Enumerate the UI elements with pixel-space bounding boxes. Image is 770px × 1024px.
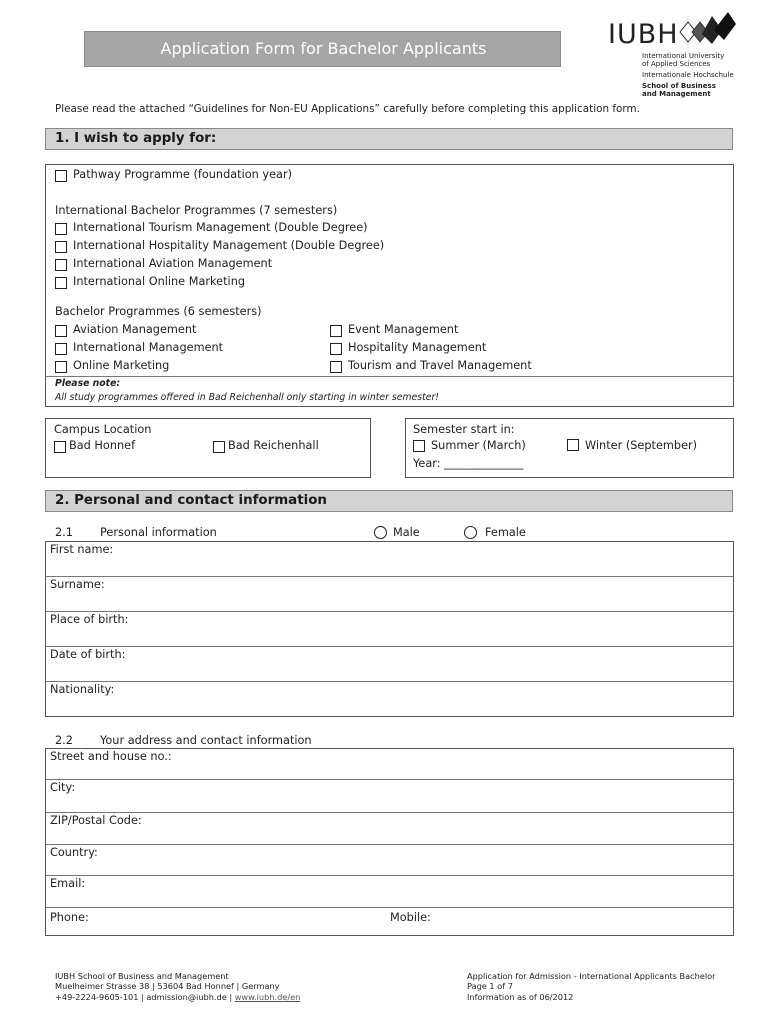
row-divider [46,576,733,577]
bachelor-programme-label: Event Management [348,323,459,336]
logo-line-2: of Applied Sciences [642,60,711,68]
date-of-birth-field[interactable]: Date of birth: [50,648,126,661]
email-field[interactable]: Email: [50,877,86,890]
footer-doc-title: Application for Admission - International Applicants Bachelor [467,971,716,981]
intro-text: Please read the attached “Guidelines for Non-EU Applications” carefully before completing this application form. [55,103,640,115]
winter-label: Winter (September) [585,439,698,452]
address-heading: Your address and contact information [100,734,312,747]
first-name-field[interactable]: First name: [50,543,114,556]
winter-checkbox[interactable] [567,439,579,451]
summer-checkbox[interactable] [413,440,425,452]
subsection-number: 2.2 [55,734,73,747]
section-1-title: 1. I wish to apply for: [55,131,217,146]
intl-programme-label: International Tourism Management (Double Degree) [73,221,368,234]
male-radio[interactable] [374,526,387,539]
address-box [45,748,734,936]
zip-field[interactable]: ZIP/Postal Code: [50,814,142,827]
campus-box [45,418,371,478]
row-divider [46,646,733,647]
bachelor-programme-label: Online Marketing [73,359,170,372]
footer-org: IUBH School of Business and Management [55,971,229,981]
row-divider [46,844,733,845]
nationality-field[interactable]: Nationality: [50,683,115,696]
iubh-logo [606,10,736,100]
tourism-travel-checkbox[interactable] [330,361,342,373]
row-divider [46,875,733,876]
programme-box [45,164,734,407]
personal-info-box [45,541,734,717]
street-field[interactable]: Street and house no.: [50,750,172,763]
intl-programmes-heading: International Bachelor Programmes (7 semesters) [55,204,338,217]
male-label: Male [393,526,420,539]
intl-aviation-checkbox[interactable] [55,259,67,271]
hospitality-management-checkbox[interactable] [330,343,342,355]
year-field[interactable]: Year: ______________ [413,457,524,470]
bad-reichenhall-label: Bad Reichenhall [228,439,319,452]
personal-info-heading: Personal information [100,526,217,539]
female-radio[interactable] [464,526,477,539]
bad-honnef-checkbox[interactable] [54,441,66,453]
country-field[interactable]: Country: [50,846,98,859]
section-1-header [45,128,733,150]
row-divider [46,907,733,908]
section-2-title: 2. Personal and contact information [55,493,327,508]
logo-line-4: School of Business [642,82,716,90]
intl-tourism-checkbox[interactable] [55,223,67,235]
note-label: Please note: [55,378,121,389]
footer-right [467,971,715,1002]
logo-line-3: Internationale Hochschule [642,71,734,79]
footer-contact-text: +49-2224-9605-101 | admission@iubh.de | [55,991,235,1002]
website-link[interactable]: www.iubh.de/en [234,991,301,1002]
intl-programme-label: International Online Marketing [73,275,246,288]
logo-line-1: International University [642,52,725,60]
aviation-management-checkbox[interactable] [55,325,67,337]
bachelor-programmes-heading: Bachelor Programmes (6 semesters) [55,305,262,318]
international-management-checkbox[interactable] [55,343,67,355]
footer-left [55,971,300,1002]
intl-programme-label: International Hospitality Management (Double Degree) [73,239,385,252]
row-divider [46,779,733,780]
bachelor-programme-label: Hospitality Management [348,341,487,354]
place-of-birth-field[interactable]: Place of birth: [50,613,129,626]
event-management-checkbox[interactable] [330,325,342,337]
row-divider [46,611,733,612]
campus-heading: Campus Location [54,423,152,436]
logo-wordmark: IUBH [608,19,679,50]
logo-diamond-icon [678,10,738,46]
online-marketing-checkbox[interactable] [55,361,67,373]
intl-programme-label: International Aviation Management [73,257,273,270]
footer-page-number: Page 1 of 7 [467,981,513,992]
logo-line-5: and Management [642,90,711,98]
intl-online-marketing-checkbox[interactable] [55,277,67,289]
bad-honnef-label: Bad Honnef [69,439,136,452]
pathway-label: Pathway Programme (foundation year) [73,168,293,181]
page-title: Application Form for Bachelor Applicants [160,39,487,58]
footer-contact [55,992,300,1002]
city-field[interactable]: City: [50,781,76,794]
female-label: Female [485,526,526,539]
bad-reichenhall-checkbox[interactable] [213,441,225,453]
mobile-field[interactable]: Mobile: [390,911,431,924]
summer-label: Summer (March) [431,439,526,452]
note-divider [46,376,733,377]
intl-hospitality-checkbox[interactable] [55,241,67,253]
surname-field[interactable]: Surname: [50,578,105,591]
bachelor-programme-label: International Management [73,341,224,354]
bachelor-programme-label: Aviation Management [73,323,197,336]
row-divider [46,812,733,813]
row-divider [46,681,733,682]
note-text: All study programmes offered in Bad Reichenhall only starting in winter semester! [55,392,440,403]
pathway-checkbox[interactable] [55,170,67,182]
bachelor-programme-label: Tourism and Travel Management [348,359,532,372]
semester-heading: Semester start in: [413,423,515,436]
footer-address: Muelheimer Strasse 38 | 53604 Bad Honnef | Germany [55,981,280,992]
title-bar [84,31,561,67]
footer-info-date: Information as of 06/2012 [467,991,574,1002]
section-2-header [45,490,733,512]
subsection-number: 2.1 [55,526,73,539]
semester-box [405,418,734,478]
phone-field[interactable]: Phone: [50,911,89,924]
